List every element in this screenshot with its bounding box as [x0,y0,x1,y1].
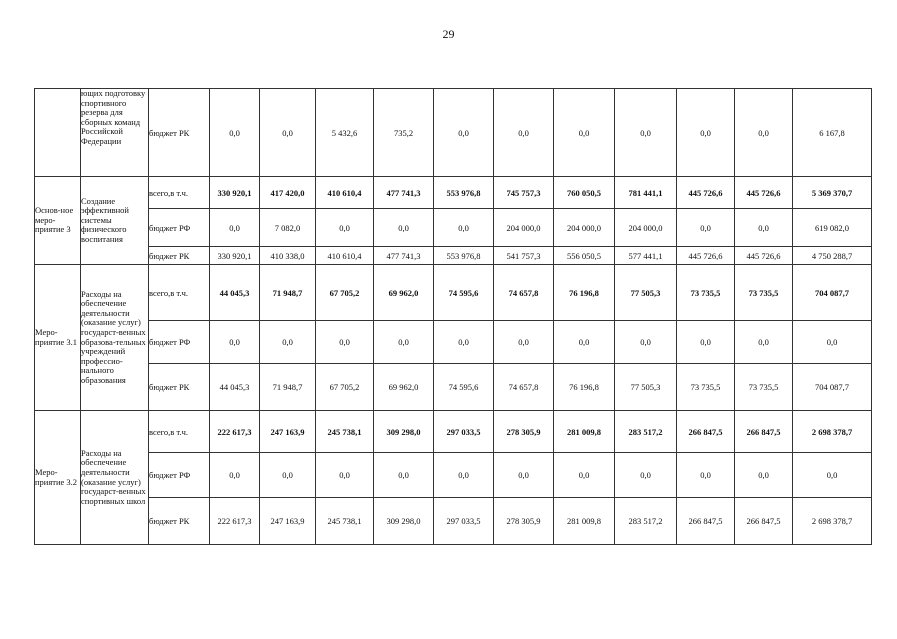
value-cell: 0,0 [494,453,554,498]
total-cell: 2 698 378,7 [793,411,872,453]
value-cell: 553 976,8 [434,247,494,265]
value-cell: 309 298,0 [374,498,434,545]
value-cell: 67 705,2 [316,265,374,321]
value-cell: 577 441,1 [615,247,677,265]
measure-name: Основ-ное меро-приятие 3 [35,177,81,265]
value-cell: 0,0 [615,321,677,364]
funding-source: бюджет РК [149,364,210,411]
total-cell: 6 167,8 [793,89,872,177]
value-cell: 222 617,3 [210,498,260,545]
value-cell: 67 705,2 [316,364,374,411]
value-cell: 0,0 [494,89,554,177]
table-row [35,89,872,177]
value-cell: 283 517,2 [615,498,677,545]
value-cell: 297 033,5 [434,498,494,545]
value-cell: 0,0 [374,321,434,364]
value-cell: 0,0 [374,209,434,247]
value-cell: 281 009,8 [554,411,615,453]
value-cell: 204 000,0 [615,209,677,247]
value-cell: 69 962,0 [374,364,434,411]
total-cell: 619 082,0 [793,209,872,247]
value-cell: 410 610,4 [316,177,374,209]
value-cell: 73 735,5 [677,364,735,411]
funding-source: всего,в т.ч. [149,177,210,209]
table-row [35,209,872,247]
value-cell: 77 505,3 [615,364,677,411]
value-cell: 553 976,8 [434,177,494,209]
measure-description: Расходы на обеспечение деятельности (оказание услуг) государст-венных образова-тельных учреждений профессио-нального образования [81,265,149,411]
value-cell: 266 847,5 [677,498,735,545]
total-cell: 2 698 378,7 [793,498,872,545]
value-cell: 0,0 [210,321,260,364]
value-cell: 410 338,0 [260,247,316,265]
measure-name: Меро-приятие 3.1 [35,265,81,411]
value-cell: 541 757,3 [494,247,554,265]
measure-description: Создание эффективной системы физического воспитания [81,177,149,265]
value-cell: 417 420,0 [260,177,316,209]
table-row [35,177,872,209]
value-cell: 0,0 [434,89,494,177]
value-cell: 74 657,8 [494,364,554,411]
value-cell: 266 847,5 [677,411,735,453]
budget-table [34,88,872,545]
value-cell: 445 726,6 [735,247,793,265]
budget-table-body [35,89,872,545]
value-cell: 245 738,1 [316,411,374,453]
value-cell: 556 050,5 [554,247,615,265]
value-cell: 247 163,9 [260,498,316,545]
funding-source: бюджет РК [149,247,210,265]
table-row [35,321,872,364]
funding-source: бюджет РФ [149,321,210,364]
value-cell: 266 847,5 [735,411,793,453]
value-cell: 445 726,6 [735,177,793,209]
value-cell: 735,2 [374,89,434,177]
value-cell: 222 617,3 [210,411,260,453]
measure-name: Меро-приятие 3.2 [35,411,81,545]
total-cell: 704 087,7 [793,364,872,411]
value-cell: 0,0 [434,209,494,247]
value-cell: 5 432,6 [316,89,374,177]
value-cell: 0,0 [210,89,260,177]
table-row [35,265,872,321]
value-cell: 0,0 [554,453,615,498]
value-cell: 283 517,2 [615,411,677,453]
value-cell: 0,0 [494,321,554,364]
value-cell: 760 050,5 [554,177,615,209]
value-cell: 71 948,7 [260,364,316,411]
value-cell: 0,0 [260,321,316,364]
value-cell: 445 726,6 [677,247,735,265]
value-cell: 73 735,5 [735,364,793,411]
value-cell: 278 305,9 [494,498,554,545]
value-cell: 76 196,8 [554,265,615,321]
value-cell: 0,0 [677,89,735,177]
funding-source: бюджет РФ [149,453,210,498]
value-cell: 0,0 [434,321,494,364]
value-cell: 0,0 [554,321,615,364]
value-cell: 445 726,6 [677,177,735,209]
value-cell: 330 920,1 [210,247,260,265]
value-cell: 0,0 [554,89,615,177]
value-cell: 297 033,5 [434,411,494,453]
total-cell: 4 750 288,7 [793,247,872,265]
value-cell: 77 505,3 [615,265,677,321]
funding-source: бюджет РК [149,498,210,545]
measure-description: Расходы на обеспечение деятельности (оказание услуг) государст-венных спортивных школ [81,411,149,545]
value-cell: 0,0 [316,209,374,247]
table-row [35,453,872,498]
value-cell: 245 738,1 [316,498,374,545]
total-cell: 0,0 [793,453,872,498]
value-cell: 0,0 [735,209,793,247]
value-cell: 73 735,5 [677,265,735,321]
total-cell: 5 369 370,7 [793,177,872,209]
measure-description: ющих подготовку спортивного резерва для сборных команд Российской Федерации [81,89,149,177]
value-cell: 410 610,4 [316,247,374,265]
value-cell: 0,0 [615,89,677,177]
funding-source: бюджет РК [149,89,210,177]
value-cell: 74 595,6 [434,364,494,411]
table-row [35,364,872,411]
value-cell: 204 000,0 [494,209,554,247]
value-cell: 7 082,0 [260,209,316,247]
value-cell: 0,0 [434,453,494,498]
funding-source: бюджет РФ [149,209,210,247]
value-cell: 0,0 [210,453,260,498]
value-cell: 477 741,3 [374,247,434,265]
value-cell: 0,0 [615,453,677,498]
value-cell: 0,0 [210,209,260,247]
value-cell: 69 962,0 [374,265,434,321]
table-row [35,498,872,545]
value-cell: 781 441,1 [615,177,677,209]
value-cell: 745 757,3 [494,177,554,209]
table-row [35,247,872,265]
value-cell: 0,0 [677,453,735,498]
value-cell: 0,0 [260,453,316,498]
value-cell: 266 847,5 [735,498,793,545]
value-cell: 0,0 [735,453,793,498]
value-cell: 0,0 [677,209,735,247]
value-cell: 477 741,3 [374,177,434,209]
value-cell: 0,0 [316,453,374,498]
value-cell: 44 045,3 [210,364,260,411]
value-cell: 278 305,9 [494,411,554,453]
value-cell: 247 163,9 [260,411,316,453]
value-cell: 74 595,6 [434,265,494,321]
value-cell: 76 196,8 [554,364,615,411]
value-cell: 44 045,3 [210,265,260,321]
value-cell: 74 657,8 [494,265,554,321]
value-cell: 281 009,8 [554,498,615,545]
measure-name [35,89,81,177]
value-cell: 204 000,0 [554,209,615,247]
page-number: 29 [442,27,455,41]
value-cell: 0,0 [677,321,735,364]
value-cell: 0,0 [260,89,316,177]
total-cell: 704 087,7 [793,265,872,321]
funding-source: всего,в т.ч. [149,411,210,453]
total-cell: 0,0 [793,321,872,364]
value-cell: 0,0 [316,321,374,364]
value-cell: 71 948,7 [260,265,316,321]
value-cell: 330 920,1 [210,177,260,209]
funding-source: всего,в т.ч. [149,265,210,321]
value-cell: 0,0 [735,321,793,364]
value-cell: 0,0 [735,89,793,177]
value-cell: 73 735,5 [735,265,793,321]
table-row [35,411,872,453]
value-cell: 0,0 [374,453,434,498]
value-cell: 309 298,0 [374,411,434,453]
